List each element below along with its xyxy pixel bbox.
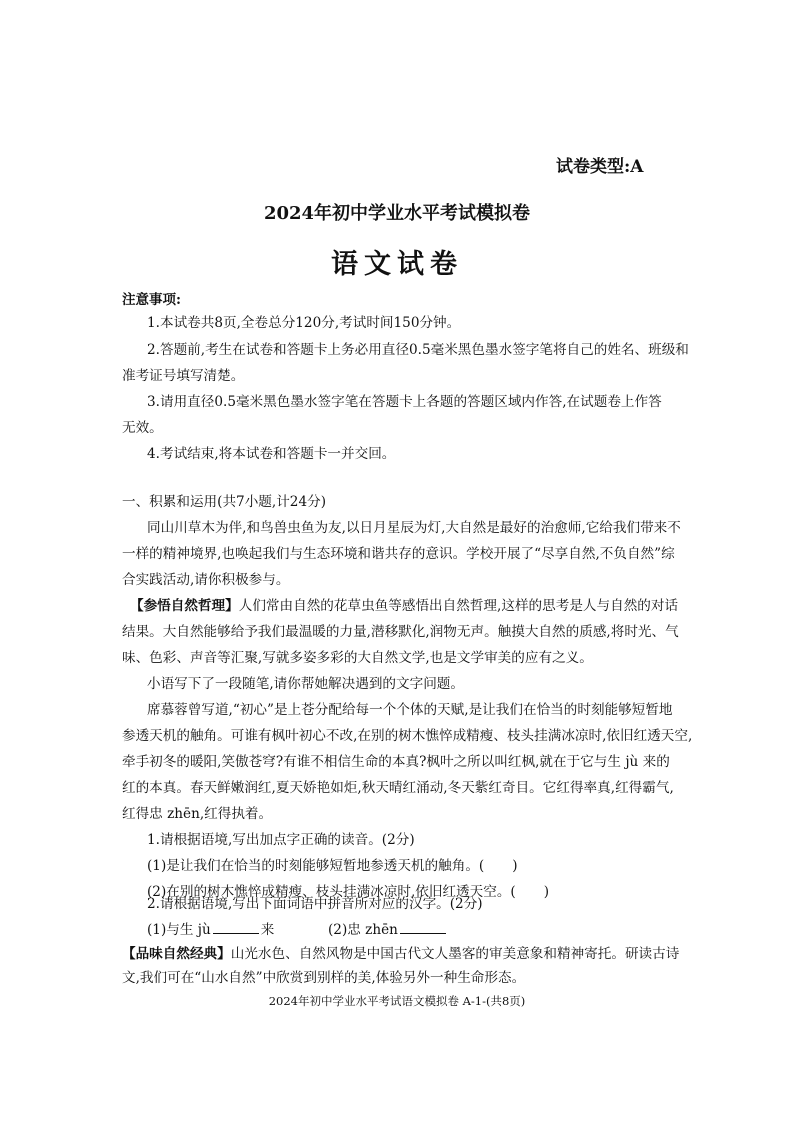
question-1: 1.请根据语境,写出加点字正确的读音。(2分) <box>147 832 415 848</box>
part2-line: 山光水色、自然风物是中国古代文人墨客的审美意象和精神寄托。研读古诗 <box>230 946 680 962</box>
question-2: 2.请根据语境,写出下面词语中拼音所对应的汉字。(2分) <box>147 896 483 912</box>
note-item: 1.本试卷共8页,全卷总分120分,考试时间150分钟。 <box>147 315 461 331</box>
part1-line: 味、色彩、声音等汇聚,写就多姿多彩的大自然文学,也是文学审美的应有之义。 <box>122 650 593 666</box>
part2-tag: 【品味自然经典】 <box>122 946 231 962</box>
essay-line: 参透天机的触角。可谁有枫叶初心不改,在别的树木憔悴成精瘦、枝头挂满冰凉时,依旧红透天空, <box>122 728 693 744</box>
intro-line: 同山川草木为伴,和鸟兽虫鱼为友,以日月星辰为灯,大自然是最好的治愈师,它给我们带来不 <box>147 520 681 536</box>
page-footer: 2024年初中学业水平考试语文模拟卷 A-1-(共8页) <box>268 994 526 1008</box>
intro-line: 一样的精神境界,也唤起我们与生态环境和谐共存的意识。学校开展了“尽享自然,不负自然”综 <box>122 546 675 562</box>
essay-line: 牵手初冬的暖阳,笑傲苍穹?有谁不相信生命的本真?枫叶之所以叫红枫,就在于它与生 jù 来的 <box>122 754 670 770</box>
question-2-2-text: (2)忠 zhēn <box>328 922 398 938</box>
intro-line: 合实践活动,请你积极参与。 <box>122 572 290 588</box>
subject-title: 语文试卷 <box>331 249 463 280</box>
note-item: 2.答题前,考生在试卷和答题卡上务必用直径0.5毫米黑色墨水签字笔将自己的姓名、班级和 <box>147 342 689 358</box>
essay-line: 席慕蓉曾写道,“初心”是上苍分配给每一个个体的天赋,是让我们在恰当的时刻能够短暂地 <box>147 702 673 718</box>
part1-line: 人们常由自然的花草虫鱼等感悟出自然哲理,这样的思考是人与自然的对话 <box>238 598 679 614</box>
close-paren: ) <box>512 858 518 874</box>
part1-tag: 【参悟自然哲理】 <box>130 598 239 614</box>
note-item: 无效。 <box>122 420 163 436</box>
close-paren: ) <box>543 884 550 900</box>
section-heading: 一、积累和运用(共7小题,计24分) <box>122 494 326 510</box>
essay-line: 红的本真。春天鲜嫩润红,夏天娇艳如炬,秋天晴红涌动,冬天紫红奇目。它红得率真,红得霸气, <box>122 780 674 796</box>
note-item: 准考证号填写清楚。 <box>122 368 245 384</box>
question-1-1 <box>147 854 518 874</box>
exam-type-label: 试卷类型:A <box>556 157 644 177</box>
essay-line: 红得忠 zhēn,红得执着。 <box>122 806 273 822</box>
part1-paragraph <box>130 594 678 614</box>
task-intro: 小语写下了一段随笔,请你帮她解决遇到的文字问题。 <box>147 676 464 692</box>
question-2-1-text: (1)与生 jù <box>147 922 211 938</box>
notes-heading: 注意事项: <box>122 292 181 308</box>
answer-blank[interactable] <box>400 921 446 934</box>
question-1-1-text: (1)是让我们在恰当的时刻能够短暂地参透天机的触角。( <box>147 858 485 874</box>
answer-blank[interactable] <box>213 921 259 934</box>
question-2-2 <box>328 918 448 938</box>
question-1-2-text: (2)在别的树木憔悴成精瘦、枝头挂满冰凉时,依旧红透天空。( <box>147 884 516 900</box>
exam-title: 2024年初中学业水平考试模拟卷 <box>263 203 531 224</box>
part1-line: 结果。大自然能够给予我们最温暖的力量,潜移默化,润物无声。触摸大自然的质感,将时光、气 <box>122 624 679 640</box>
part2-paragraph <box>122 942 679 962</box>
part2-line: 文,我们可在“山水自然”中欣赏到别样的美,体验另外一种生命形态。 <box>122 970 526 986</box>
note-item: 4.考试结束,将本试卷和答题卡一并交回。 <box>147 446 396 462</box>
note-item: 3.请用直径0.5毫米黑色墨水签字笔在答题卡上各题的答题区域内作答,在试题卷上作答 <box>147 394 662 410</box>
question-2-1-suffix: 来 <box>260 922 275 938</box>
question-2-1 <box>147 918 274 938</box>
